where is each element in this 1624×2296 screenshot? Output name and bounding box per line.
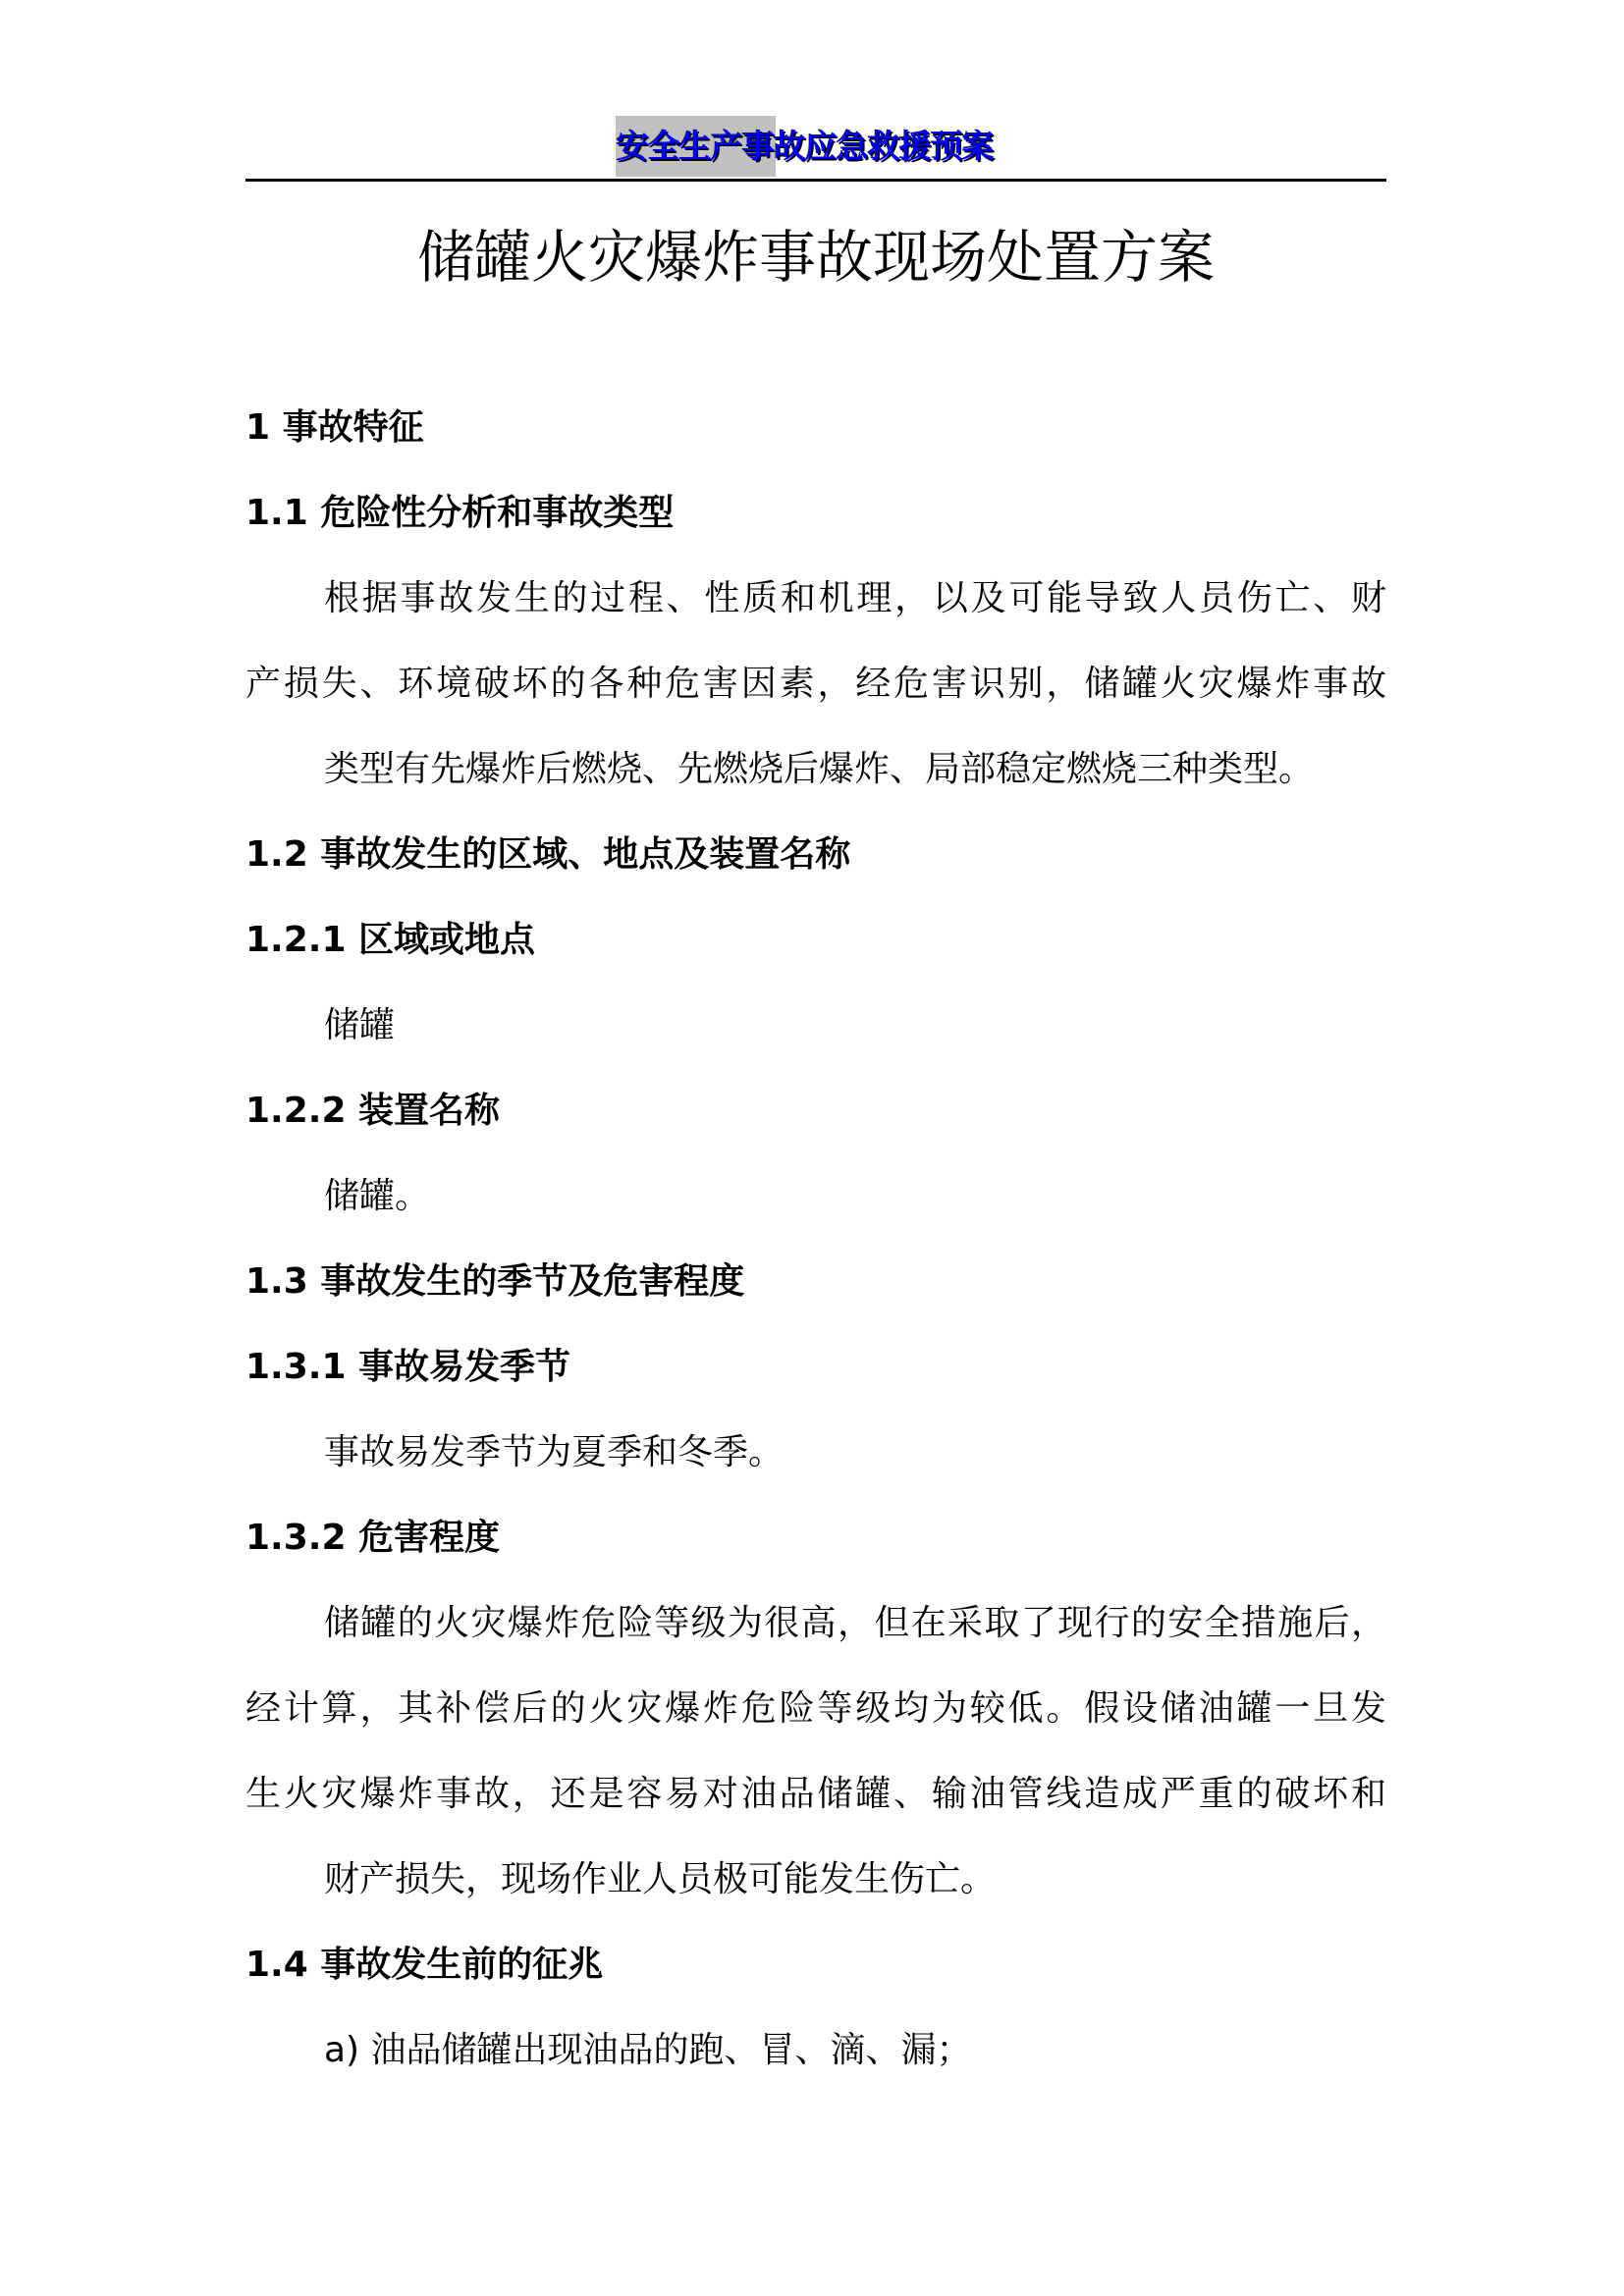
section-heading: 1.2 事故发生的区域、地点及装置名称 (245, 834, 851, 875)
paragraph-line: 生火灾爆炸事故，还是容易对油品储罐、输油管线造成严重的破坏和 (245, 1774, 1386, 1814)
paragraph-line: 事故易发季节为夏季和冬季。 (324, 1432, 785, 1472)
section-heading: 1.4 事故发生前的征兆 (245, 1945, 604, 1985)
running-header: 安全生产事故应急救援预案 (616, 127, 993, 165)
paragraph-line: 储罐的火灾爆炸危险等级为很高，但在采取了现行的安全措施后， (324, 1603, 1386, 1643)
section-heading: 1.3.1 事故易发季节 (245, 1347, 571, 1387)
paragraph-line: 储罐。 (324, 1176, 431, 1216)
paragraph-line: a) 油品储罐出现油品的跑、冒、滴、漏； (324, 2030, 972, 2070)
paragraph-line: 财产损失，现场作业人员极可能发生伤亡。 (324, 1859, 997, 1899)
section-heading: 1.3 事故发生的季节及危害程度 (245, 1261, 745, 1302)
section-heading: 1.2.1 区域或地点 (245, 920, 536, 960)
paragraph-line: 根据事故发生的过程、性质和机理，以及可能导致人员伤亡、财 (324, 578, 1386, 618)
section-heading: 1.3.2 危害程度 (245, 1518, 501, 1558)
paragraph-line: 产损失、环境破坏的各种危害因素，经危害识别，储罐火灾爆炸事故 (245, 664, 1386, 704)
section-heading: 1.1 危险性分析和事故类型 (245, 493, 675, 533)
paragraph-line: 类型有先爆炸后燃烧、先燃烧后爆炸、局部稳定燃烧三种类型。 (324, 749, 1315, 789)
section-heading: 1 事故特征 (245, 407, 424, 448)
section-heading: 1.2.2 装置名称 (245, 1091, 501, 1131)
header-rule (245, 179, 1386, 182)
paragraph-line: 储罐 (324, 1005, 396, 1045)
paragraph-line: 经计算，其补偿后的火灾爆炸危险等级均为较低。假设储油罐一旦发 (245, 1688, 1386, 1729)
document-title: 储罐火灾爆炸事故现场处置方案 (416, 224, 1215, 291)
